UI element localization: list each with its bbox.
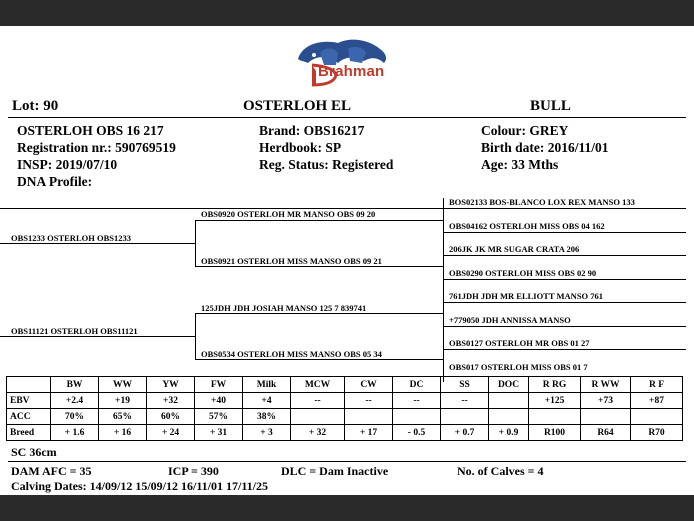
ebv-cell: Breed [7, 425, 51, 441]
ebv-row [7, 425, 683, 441]
logo-text: Brahman [318, 63, 385, 80]
ebv-cell: + 3 [243, 425, 291, 441]
pedigree-dam-dam: OBS0534 OSTERLOH MISS MANSO OBS 05 34 [201, 349, 382, 359]
ebv-cell [489, 409, 529, 425]
pedigree-gg-4: OBS0290 OSTERLOH MISS OBS 02 90 [449, 268, 597, 278]
ebv-cell: 38% [243, 409, 291, 425]
ebv-cell: EBV [7, 393, 51, 409]
ebv-table [6, 376, 683, 441]
pedigree-dam: OBS11121 OSTERLOH OBS11121 [11, 326, 138, 336]
ebv-cell [581, 409, 631, 425]
ebv-row [7, 409, 683, 425]
ebv-cell [631, 409, 683, 425]
ebv-cell: + 31 [195, 425, 243, 441]
pedigree-gg-6: +779050 JDH ANNISSA MANSO [449, 315, 571, 325]
ebv-row [7, 393, 683, 409]
herdbook: Herdbook: SP [259, 140, 342, 155]
pedigree-dam-sire: 125JDH JDH JOSIAH MANSO 125 7 839741 [201, 303, 367, 313]
ebv-cell: + 0.9 [489, 425, 529, 441]
ebv-cell [7, 377, 51, 393]
ebv-cell: -- [345, 393, 393, 409]
ebv-cell: +73 [581, 393, 631, 409]
ebv-cell: R70 [631, 425, 683, 441]
ebv-cell: + 17 [345, 425, 393, 441]
ebv-cell [291, 409, 345, 425]
info-col-1 [17, 122, 176, 190]
ebv-cell: Milk [243, 377, 291, 393]
ebv-cell [489, 393, 529, 409]
ebv-cell: -- [441, 393, 489, 409]
ebv-cell: MCW [291, 377, 345, 393]
ebv-cell: R WW [581, 377, 631, 393]
ebv-cell: + 32 [291, 425, 345, 441]
icp: ICP = 390 [168, 464, 219, 478]
ebv-cell: 70% [51, 409, 99, 425]
pedigree-gg-2: OBS04162 OSTERLOH MISS OBS 04 162 [449, 221, 605, 231]
ebv-cell: +87 [631, 393, 683, 409]
calving-dates: Calving Dates: 14/09/12 15/09/12 16/11/01 17/11/25 [11, 479, 269, 493]
ebv-cell: DC [393, 377, 441, 393]
pedigree-gg-7: OBS0127 OSTERLOH MR OBS 01 27 [449, 338, 590, 348]
ebv-cell: ACC [7, 409, 51, 425]
pedigree-sire-dam: OBS0921 OSTERLOH MISS MANSO OBS 09 21 [201, 256, 382, 266]
number-of-calves: No. of Calves = 4 [457, 464, 544, 478]
registration-number: Registration nr.: 590769519 [17, 140, 176, 155]
inspection-date: INSP: 2019/07/10 [17, 157, 118, 172]
ebv-cell [441, 409, 489, 425]
brochure-page [0, 26, 694, 495]
ebv-cell: SS [441, 377, 489, 393]
age: Age: 33 Mths [481, 157, 559, 172]
footer-rule [8, 461, 686, 462]
ebv-header-row [7, 377, 683, 393]
ebv-cell: + 24 [147, 425, 195, 441]
ebv-cell: FW [195, 377, 243, 393]
registered-name: OSTERLOH OBS 16 217 [17, 123, 164, 138]
ebv-cell: R64 [581, 425, 631, 441]
ebv-cell: 60% [147, 409, 195, 425]
animal-sex: BULL [530, 98, 571, 114]
animal-name: OSTERLOH EL [243, 98, 351, 114]
dam-afc: DAM AFC = 35 [11, 464, 92, 478]
ebv-cell: CW [345, 377, 393, 393]
ebv-cell: + 16 [99, 425, 147, 441]
ebv-cell: DOC [489, 377, 529, 393]
pedigree-gg-1: BOS02133 BOS-BLANCO LOX REX MANSO 133 [449, 197, 635, 207]
ebv-cell: +4 [243, 393, 291, 409]
colour: Colour: GREY [481, 123, 569, 138]
pedigree-gg-3: 206JK JK MR SUGAR CRATA 206 [449, 244, 580, 254]
ebv-cell: R RG [529, 377, 581, 393]
dlc: DLC = Dam Inactive [281, 464, 389, 478]
reg-status: Reg. Status: Registered [259, 157, 394, 172]
ebv-cell: + 1.6 [51, 425, 99, 441]
ebv-cell: +19 [99, 393, 147, 409]
ebv-cell: YW [147, 377, 195, 393]
brand: Brand: OBS16217 [259, 123, 365, 138]
ebv-cell [529, 409, 581, 425]
ebv-cell: +32 [147, 393, 195, 409]
header-rule [8, 117, 686, 118]
birth-date: Birth date: 2016/11/01 [481, 140, 609, 155]
ebv-cell: WW [99, 377, 147, 393]
ebv-cell: +125 [529, 393, 581, 409]
pedigree-sire-sire: OBS0920 OSTERLOH MR MANSO OBS 09 20 [201, 209, 376, 219]
ebv-cell: -- [393, 393, 441, 409]
ebv-cell: 65% [99, 409, 147, 425]
ebv-cell: + 0.7 [441, 425, 489, 441]
ebv-cell: +2.4 [51, 393, 99, 409]
pedigree-sire: OBS1233 OSTERLOH OBS1233 [11, 233, 131, 243]
info-col-3 [481, 122, 609, 173]
lot-number: Lot: 90 [12, 98, 59, 114]
ebv-cell: -- [291, 393, 345, 409]
ebv-cell: BW [51, 377, 99, 393]
ebv-cell: R F [631, 377, 683, 393]
ebv-cell: 57% [195, 409, 243, 425]
ebv-cell: +40 [195, 393, 243, 409]
ebv-cell: - 0.5 [393, 425, 441, 441]
scrotal-circumference: SC 36cm [11, 445, 57, 459]
ebv-cell [345, 409, 393, 425]
ebv-cell: R100 [529, 425, 581, 441]
pedigree-gg-5: 761JDH JDH MR ELLIOTT MANSO 761 [449, 291, 604, 301]
ebv-cell [393, 409, 441, 425]
pedigree-gg-8: OBS017 OSTERLOH MISS OBS 01 7 [449, 362, 588, 372]
dna-profile: DNA Profile: [17, 174, 93, 189]
info-col-2 [259, 122, 393, 173]
